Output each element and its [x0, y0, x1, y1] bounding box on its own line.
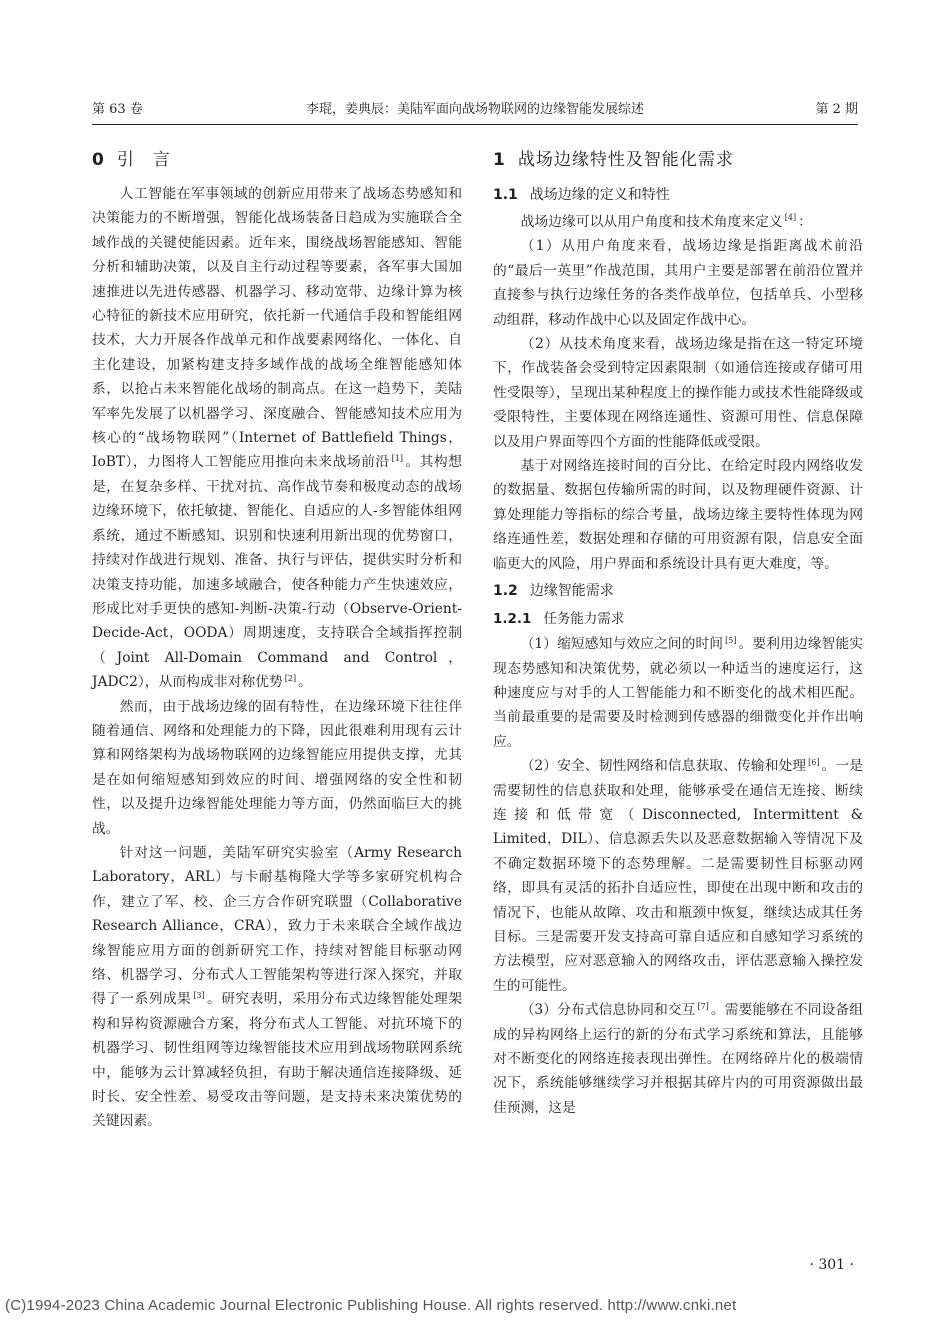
header-title: 李琨，姜典辰：美陆军面向战场物联网的边缘智能发展综述 [305, 102, 644, 117]
copyright-footer: (C)1994-2023 China Academic Journal Electronic Publishing House. All rights reserved. http://www.cnki.net [5, 1297, 737, 1314]
text-run: 。一是需要韧性的信息获取和处理，能够承受在通信无连接、断续连接和低带宽（Disconnected, Intermittent & Limited，DIL）、信息源丢失以及恶意数据输入等情况下及不确定数据环境下的态势理解。二是需要韧性目标驱动网络，即具有灵活的拓扑自适应性，即使在出现中断和攻击的情况下，也能从故障、攻击和瓶颈中恢复，继续达成其任务目标。三是需要开发支持高可靠自适应和自感知学习系统的方法模型，应对恶意输入的网络攻击，评估恶意输入操控发生的可能性。 [493, 758, 864, 994]
subsubsection-title: 任务能力需求 [543, 611, 625, 628]
subsection-title: 战场边缘的定义和特性 [529, 187, 670, 203]
right-column [493, 142, 863, 1120]
paragraph: 然而，由于战场边缘的固有特性，在边缘环境下往往伴随着通信、网络和处理能力的下降，因此很难利用现有云计算和网络架构为战场物联网的边缘智能应用提供支撑，尤其是在如何缩短感知到效应的时间、增强网络的安全性和韧性，以及提升边缘智能处理能力等方面，仍然面临巨大的挑战。 [92, 698, 462, 837]
subsection-1-2-heading [493, 578, 863, 604]
citation[interactable]: [6] [808, 757, 820, 767]
citation[interactable]: [3] [193, 990, 205, 1000]
text-run: 战场边缘可以从用户角度和技术角度来定义 [520, 214, 783, 230]
citation[interactable]: [7] [697, 1001, 709, 1011]
left-column [92, 142, 462, 1134]
text-run: （3）分布式信息协同和交互 [520, 1002, 696, 1019]
citation[interactable]: [2] [284, 673, 297, 683]
text-run: 。需要能够在不同设备组成的异构网络上运行的新的分布式学习系统和算法，且能够对不断变化的网络连接表现出弹性。在网络碎片化的极端情况下，系统能够继续学习并根据其碎片内的可用资源做出最佳预测，这是 [493, 1002, 863, 1116]
paragraph [493, 754, 863, 998]
running-header [92, 98, 858, 120]
subsubsection-number: 1.2.1 [493, 611, 532, 628]
paragraph [493, 210, 863, 234]
text-run: （2）安全、韧性网络和信息获取、传输和处理 [520, 758, 807, 775]
paragraph [493, 632, 863, 754]
text-run: （1）缩短感知与效应之间的时间 [520, 636, 724, 653]
paragraph: （1）从用户角度来看，战场边缘是指距离战术前沿的“最后一英里”作战范围，其用户主要是部署在前沿位置并直接参与执行边缘任务的各类作战单位，包括单兵、小型移动组群，移动作战中心以及固定作战中心。 [493, 238, 863, 328]
text-run: 。其构想是，在复杂多样、干扰对抗、高作战节奏和极度动态的战场边缘环境下，依托敏捷、智能化、自适应的人-多智能体组网系统，通过不断感知、识别和快速利用新出现的优势窗口，持续对作战进行规划、准备、执行与评估，提供实时分析和决策支持功能，加速多域融合，使各种能力产生快速效应，形成比对手更快的感知-判断-决策-行动（Observe-Orient-Decide-Act，OODA）周期速度，支持联合全域指挥控制（Joint All-Domain Command and Control，JADC2），从而构成非对称优势 [92, 454, 462, 691]
citation[interactable]: [1] [391, 453, 403, 463]
citation[interactable]: [5] [725, 635, 737, 645]
subsubsection-1-2-1-heading [493, 606, 863, 632]
section-title: 战场边缘特性及智能化需求 [517, 150, 734, 170]
text-run: ： [798, 214, 812, 230]
paragraph [92, 182, 462, 695]
intro-heading-number: 0 [92, 150, 105, 170]
subsection-number: 1.1 [493, 187, 518, 203]
subsection-title: 边缘智能需求 [529, 583, 614, 600]
paragraph: （2）从技术角度来看，战场边缘是指在这一特定环境下，作战装备会受到特定因素限制（如通信连接或存储可用性受限等），呈现出某种程度上的操作能力或技术性能降级或受限特性，主要体现在网络连通性、资源可用性、信息保障以及用户界面等四个方面的性能降低或受限。 [493, 336, 863, 450]
page-number: · 301 · [809, 1257, 854, 1273]
text-run: 。 [298, 674, 312, 691]
subsection-number: 1.2 [493, 583, 518, 600]
header-rule [92, 124, 858, 125]
section-number: 1 [493, 150, 506, 170]
paragraph [493, 998, 863, 1120]
text-run: 人工智能在军事领域的创新应用带来了战场态势感知和决策能力的不断增强，智能化战场装备日趋成为实施联合全域作战的关键使能因素。近年来，围绕战场智能感知、智能分析和辅助决策，以及自主行动过程等要素，各军事大国加速推进以先进传感器、机器学习、移动宽带、边缘计算为核心特征的新技术应用研究，依托新一代通信手段和智能组网技术，大力开展各作战单元和作战要素网络化、一体化、自主化建设，加紧构建支持多域作战的战场全维智能感知体系，以抢占未来智能化战场的制高点。在这一趋势下，美陆军率先发展了以机器学习、深度融合、智能感知技术应用为核心的“战场物联网”（Internet of Battlefield Things，IoBT），力图将人工智能应用推向未来战场前沿 [92, 186, 462, 471]
paragraph [92, 841, 462, 1134]
intro-heading [92, 146, 462, 174]
section-1-heading [493, 146, 863, 174]
subsection-1-1-heading [493, 182, 863, 208]
citation[interactable]: [4] [784, 213, 797, 223]
issue-label: 第 2 期 [815, 102, 858, 117]
text-run: 。要利用边缘智能实现态势感知和决策优势，就必须以一种适当的速度运行，这种速度应与对手的人工智能能力和不断变化的战术相匹配。当前最重要的是需要及时检测到传感器的细微变化并作出响应。 [493, 636, 863, 750]
text-run: 。研究表明，采用分布式边缘智能处理架构和异构资源融合方案，将分布式人工智能、对抗环境下的机器学习、韧性组网等边缘智能技术应用到战场物联网系统中，能够为云计算减轻负担，有助于解决通信连接降级、延时长、安全性差、易受攻击等问题，是支持未来决策优势的关键因素。 [92, 991, 463, 1130]
paragraph: 基于对网络连接时间的百分比、在给定时段内网络收发的数据量、数据包传输所需的时间，以及物理硬件资源、计算处理能力等指标的综合考量，战场边缘主要特性体现为网络连通性差，数据处理和存储的可用资源有限，信息安全面临更大的风险，用户界面和系统设计具有更大难度，等。 [493, 458, 863, 572]
text-run: 针对这一问题，美陆军研究实验室（Army Research Laboratory，ARL）与卡耐基梅隆大学等多家研究机构合作，建立了军、校、企三方合作研究联盟（Collaborative Research Alliance，CRA），致力于未来联合全域作战边缘智能应用方面的创新研究工作，持续对智能目标驱动网络、机器学习、分布式人工智能架构等进行深入探究，并取得了一系列成果 [92, 844, 462, 1008]
intro-heading-text: 引 言 [116, 150, 171, 170]
volume-label: 第 63 卷 [92, 102, 143, 117]
